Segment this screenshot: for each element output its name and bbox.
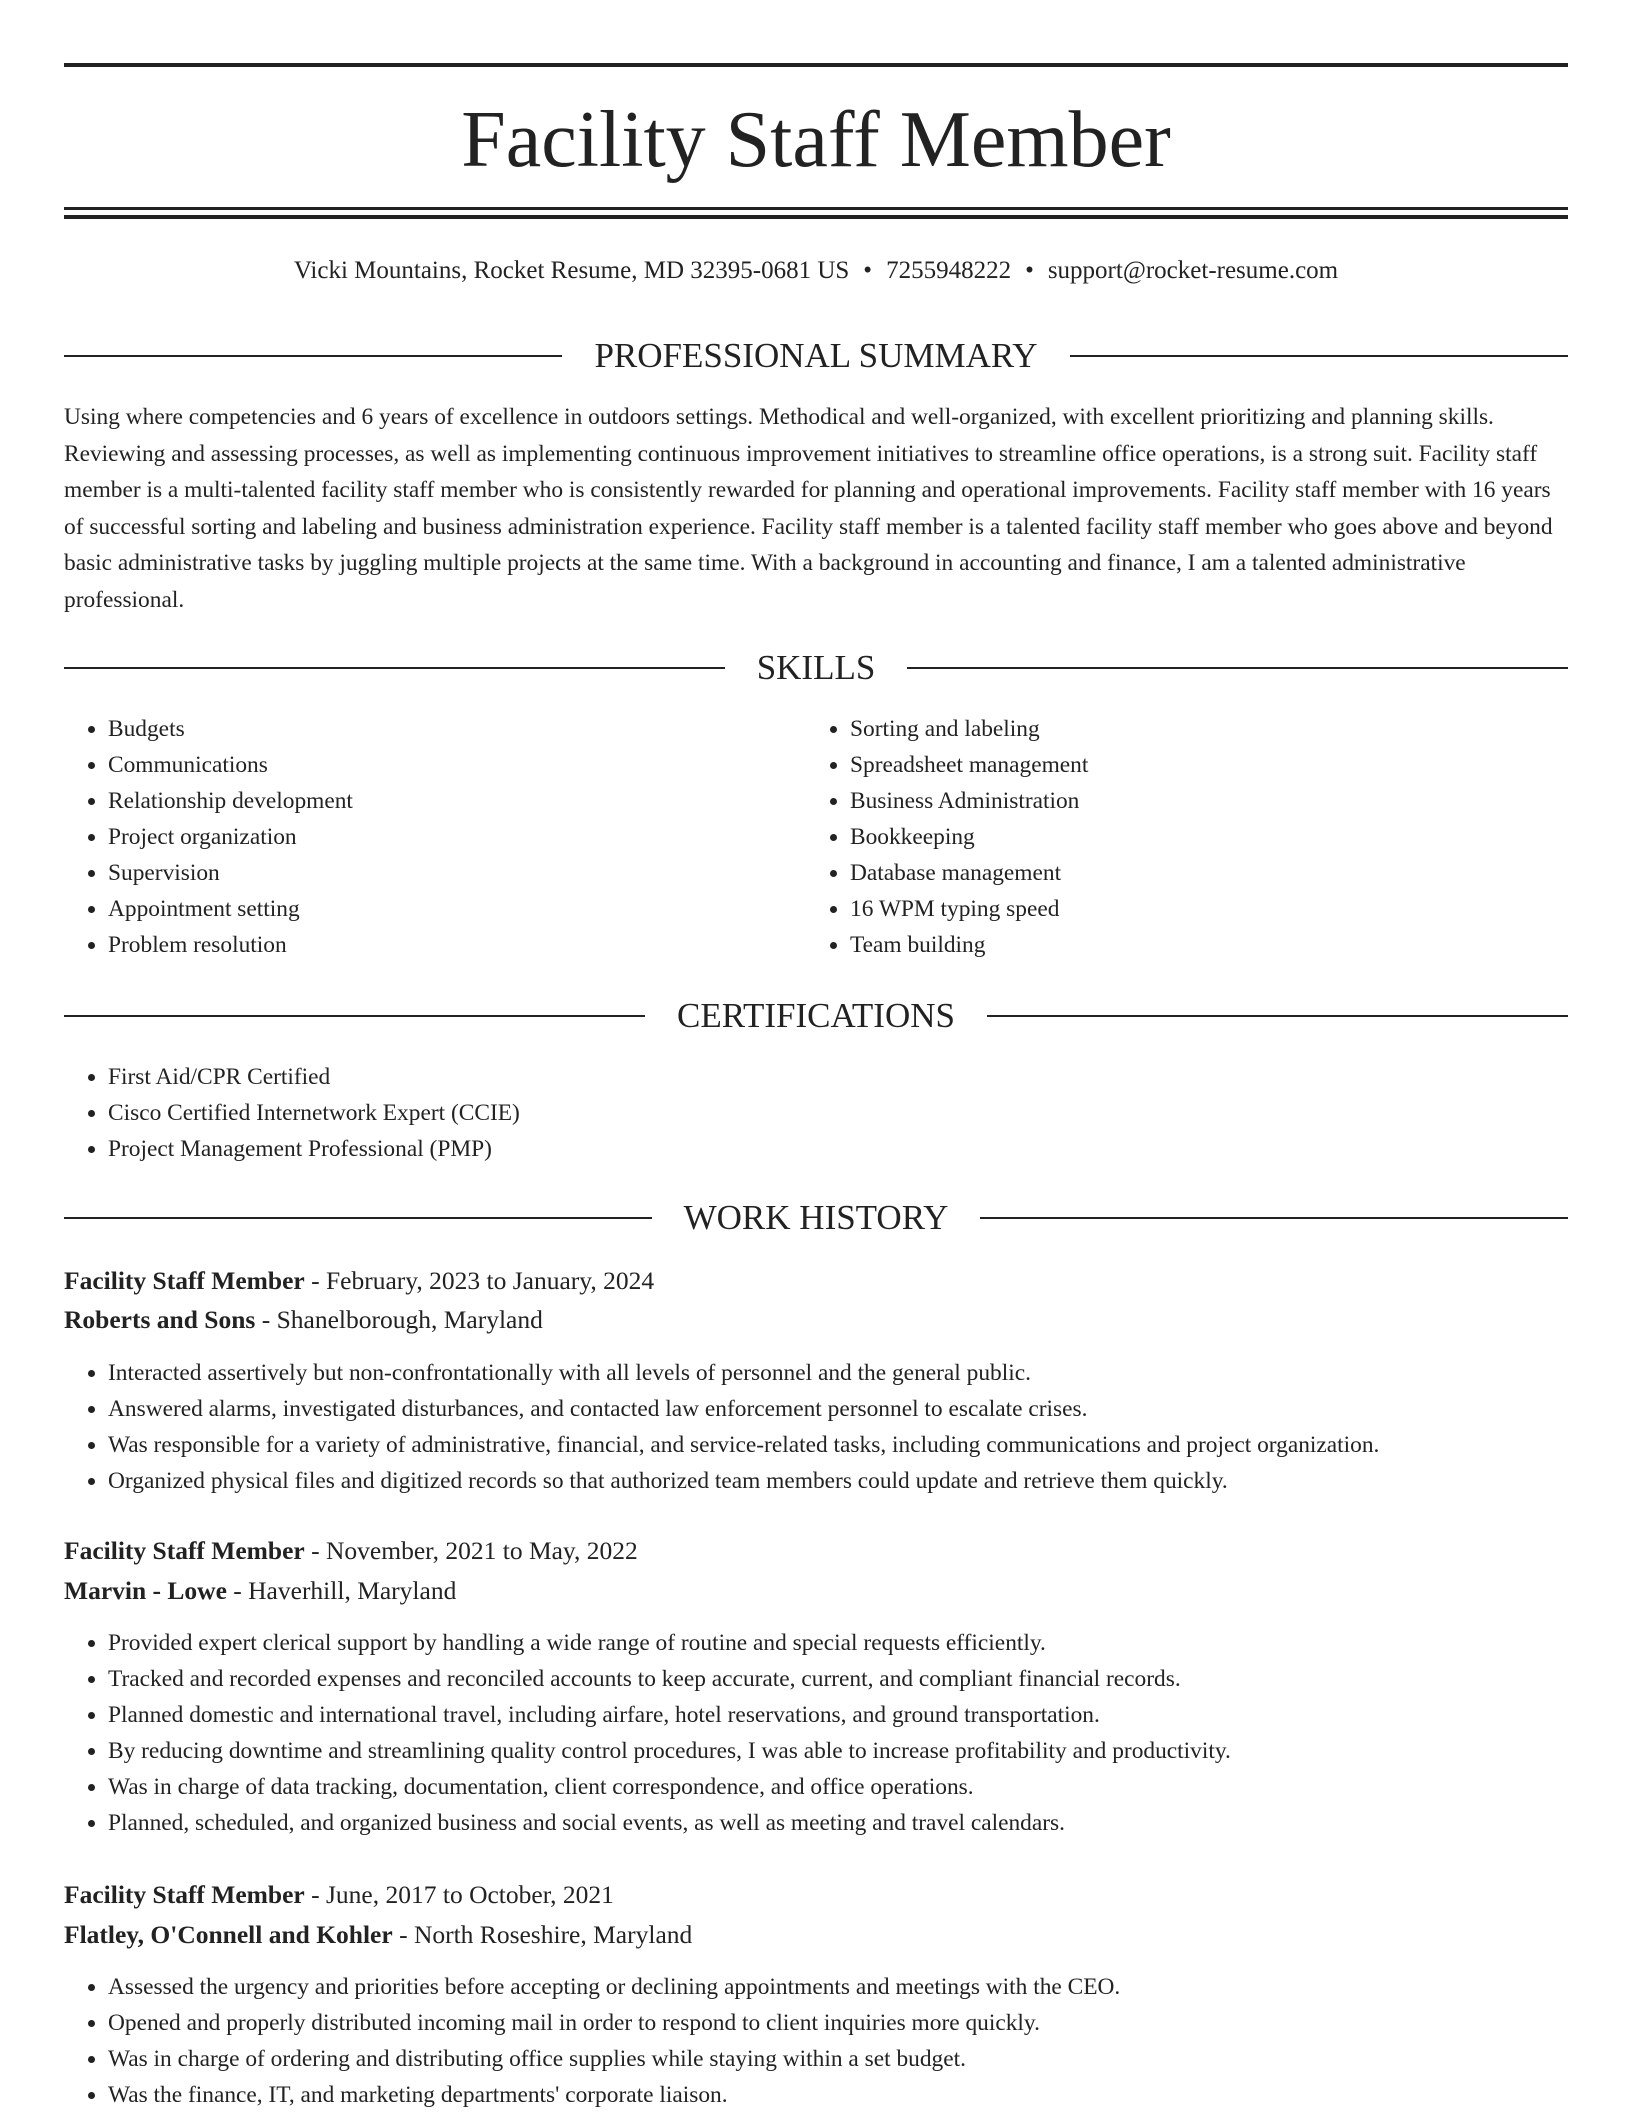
- job-dates: February, 2023 to January, 2024: [326, 1266, 655, 1295]
- job-bullet: • Assessed the urgency and priorities before accepting or declining appointments and meetings with the CEO.: [108, 1969, 1608, 2005]
- skill-item: • Business Administration: [850, 783, 1550, 819]
- certifications-heading: CERTIFICATIONS: [677, 996, 955, 1035]
- job-title-line: Facility Staff Member - November, 2021 to May, 2022: [64, 1536, 638, 1565]
- header-top-rule: [64, 63, 1568, 67]
- skill-item: • Appointment setting: [108, 891, 748, 927]
- job-company-line: Flatley, O'Connell and Kohler - North Roseshire, Maryland: [64, 1920, 693, 1949]
- skill-item: • 16 WPM typing speed: [850, 891, 1550, 927]
- header-bottom-rule-2: [64, 215, 1568, 219]
- job-bullet: • Tracked and recorded expenses and reconciled accounts to keep accurate, current, and compliant financial records.: [108, 1661, 1608, 1697]
- job-bullet: • Planned, scheduled, and organized business and social events, as well as meeting and travel calendars.: [108, 1805, 1608, 1841]
- skill-item: • Sorting and labeling: [850, 711, 1550, 747]
- job-dates: November, 2021 to May, 2022: [326, 1536, 638, 1565]
- job-dates: June, 2017 to October, 2021: [326, 1880, 614, 1909]
- work-history-heading-row: [64, 1196, 1568, 1240]
- job-company: Marvin - Lowe: [64, 1576, 227, 1605]
- divider-line: [64, 1015, 645, 1017]
- header-bottom-rule-1: [64, 207, 1568, 210]
- job-location: North Roseshire, Maryland: [413, 1920, 693, 1949]
- job-bullets: [64, 1969, 1608, 2113]
- divider-line: [64, 355, 562, 357]
- job-title-line: Facility Staff Member - February, 2023 to January, 2024: [64, 1266, 655, 1295]
- skill-item: • Budgets: [108, 711, 748, 747]
- job-bullet: • Provided expert clerical support by handling a wide range of routine and special requests efficiently.: [108, 1625, 1608, 1661]
- job-company: Flatley, O'Connell and Kohler: [64, 1920, 393, 1949]
- divider-line: [907, 667, 1568, 669]
- divider-line: [980, 1217, 1568, 1219]
- summary-heading: PROFESSIONAL SUMMARY: [594, 336, 1038, 375]
- skill-item: • Project organization: [108, 819, 748, 855]
- certifications-list: [64, 1059, 1508, 1167]
- skill-item: • Bookkeeping: [850, 819, 1550, 855]
- skill-item: • Team building: [850, 927, 1550, 963]
- contact-address: Vicki Mountains, Rocket Resume, MD 32395-0681 US: [293, 257, 850, 284]
- certification-item: • Cisco Certified Internetwork Expert (CCIE): [108, 1095, 1508, 1131]
- job-bullet: • Was responsible for a variety of administrative, financial, and service-related tasks, including communications and project organization.: [108, 1427, 1608, 1463]
- skill-item: • Communications: [108, 747, 748, 783]
- work-history-heading: WORK HISTORY: [683, 1198, 949, 1237]
- certification-item: • Project Management Professional (PMP): [108, 1131, 1508, 1167]
- job-bullet: • Interacted assertively but non-confrontationally with all levels of personnel and the general public.: [108, 1355, 1608, 1391]
- divider-line: [1070, 355, 1568, 357]
- skill-item: • Problem resolution: [108, 927, 748, 963]
- job-bullet: • Opened and properly distributed incoming mail in order to respond to client inquiries more quickly.: [108, 2005, 1608, 2041]
- divider-line: [987, 1015, 1568, 1017]
- certifications-heading-row: [64, 994, 1568, 1038]
- summary-text: Using where competencies and 6 years of excellence in outdoors settings. Methodical and well-organized, with excellent prioritizing and planning skills. Reviewing and assessing processes, as well as implementing continuous improvement initiatives to streamline office operations, is a strong suit. Facility staff member is a multi-talented facility staff member who is consistently rewarded for planning and operational improvements. Facility staff member with 16 years of successful sorting and labeling and business administration experience. Facility staff member is a talented facility staff member who goes above and beyond basic administrative tasks by juggling multiple projects at the same time. With a background in accounting and finance, I am a talented administrative professional.: [64, 404, 1553, 613]
- divider-line: [64, 667, 725, 669]
- summary-heading-row: [64, 334, 1568, 378]
- contact-separator: •: [1025, 257, 1034, 284]
- contact-line: [0, 253, 1632, 289]
- skills-heading-row: [64, 646, 1568, 690]
- job-bullets: [64, 1625, 1608, 1841]
- contact-separator: •: [863, 257, 873, 284]
- job-bullet: • Organized physical files and digitized records so that authorized team members could update and retrieve them quickly.: [108, 1463, 1608, 1499]
- certification-item: • First Aid/CPR Certified: [108, 1059, 1508, 1095]
- job-title: Facility Staff Member: [64, 1266, 305, 1295]
- job-company: Roberts and Sons: [64, 1305, 256, 1334]
- job-bullets: [64, 1355, 1608, 1499]
- skills-list-right: [806, 711, 1550, 963]
- contact-phone: 7255948222: [886, 257, 1012, 284]
- job-company-line: Roberts and Sons - Shanelborough, Maryland: [64, 1305, 543, 1334]
- job-location: Shanelborough, Maryland: [276, 1305, 543, 1334]
- skill-item: • Relationship development: [108, 783, 748, 819]
- job-bullet: • Planned domestic and international travel, including airfare, hotel reservations, and ground transportation.: [108, 1697, 1608, 1733]
- job-title: Facility Staff Member: [64, 1880, 305, 1909]
- job-bullet: • Was in charge of data tracking, documentation, client correspondence, and office operations.: [108, 1769, 1608, 1805]
- divider-line: [64, 1217, 652, 1219]
- skill-item: • Spreadsheet management: [850, 747, 1550, 783]
- job-bullet: • Was in charge of ordering and distributing office supplies while staying within a set budget.: [108, 2041, 1608, 2077]
- skill-item: • Supervision: [108, 855, 748, 891]
- job-location: Haverhill, Maryland: [248, 1576, 457, 1605]
- job-title: Facility Staff Member: [64, 1536, 305, 1565]
- skills-heading: SKILLS: [756, 648, 876, 687]
- job-bullet: • Was the finance, IT, and marketing departments' corporate liaison.: [108, 2077, 1608, 2113]
- job-company-line: Marvin - Lowe - Haverhill, Maryland: [64, 1576, 457, 1605]
- job-title-line: Facility Staff Member - June, 2017 to October, 2021: [64, 1880, 614, 1909]
- job-bullet: • By reducing downtime and streamlining quality control procedures, I was able to increase profitability and productivity.: [108, 1733, 1608, 1769]
- skill-item: • Database management: [850, 855, 1550, 891]
- contact-email: support@rocket-resume.com: [1047, 257, 1339, 284]
- skills-list-left: [64, 711, 748, 963]
- resume-title: Facility Staff Member: [461, 96, 1171, 184]
- job-bullet: • Answered alarms, investigated disturbances, and contacted law enforcement personnel to escalate crises.: [108, 1391, 1608, 1427]
